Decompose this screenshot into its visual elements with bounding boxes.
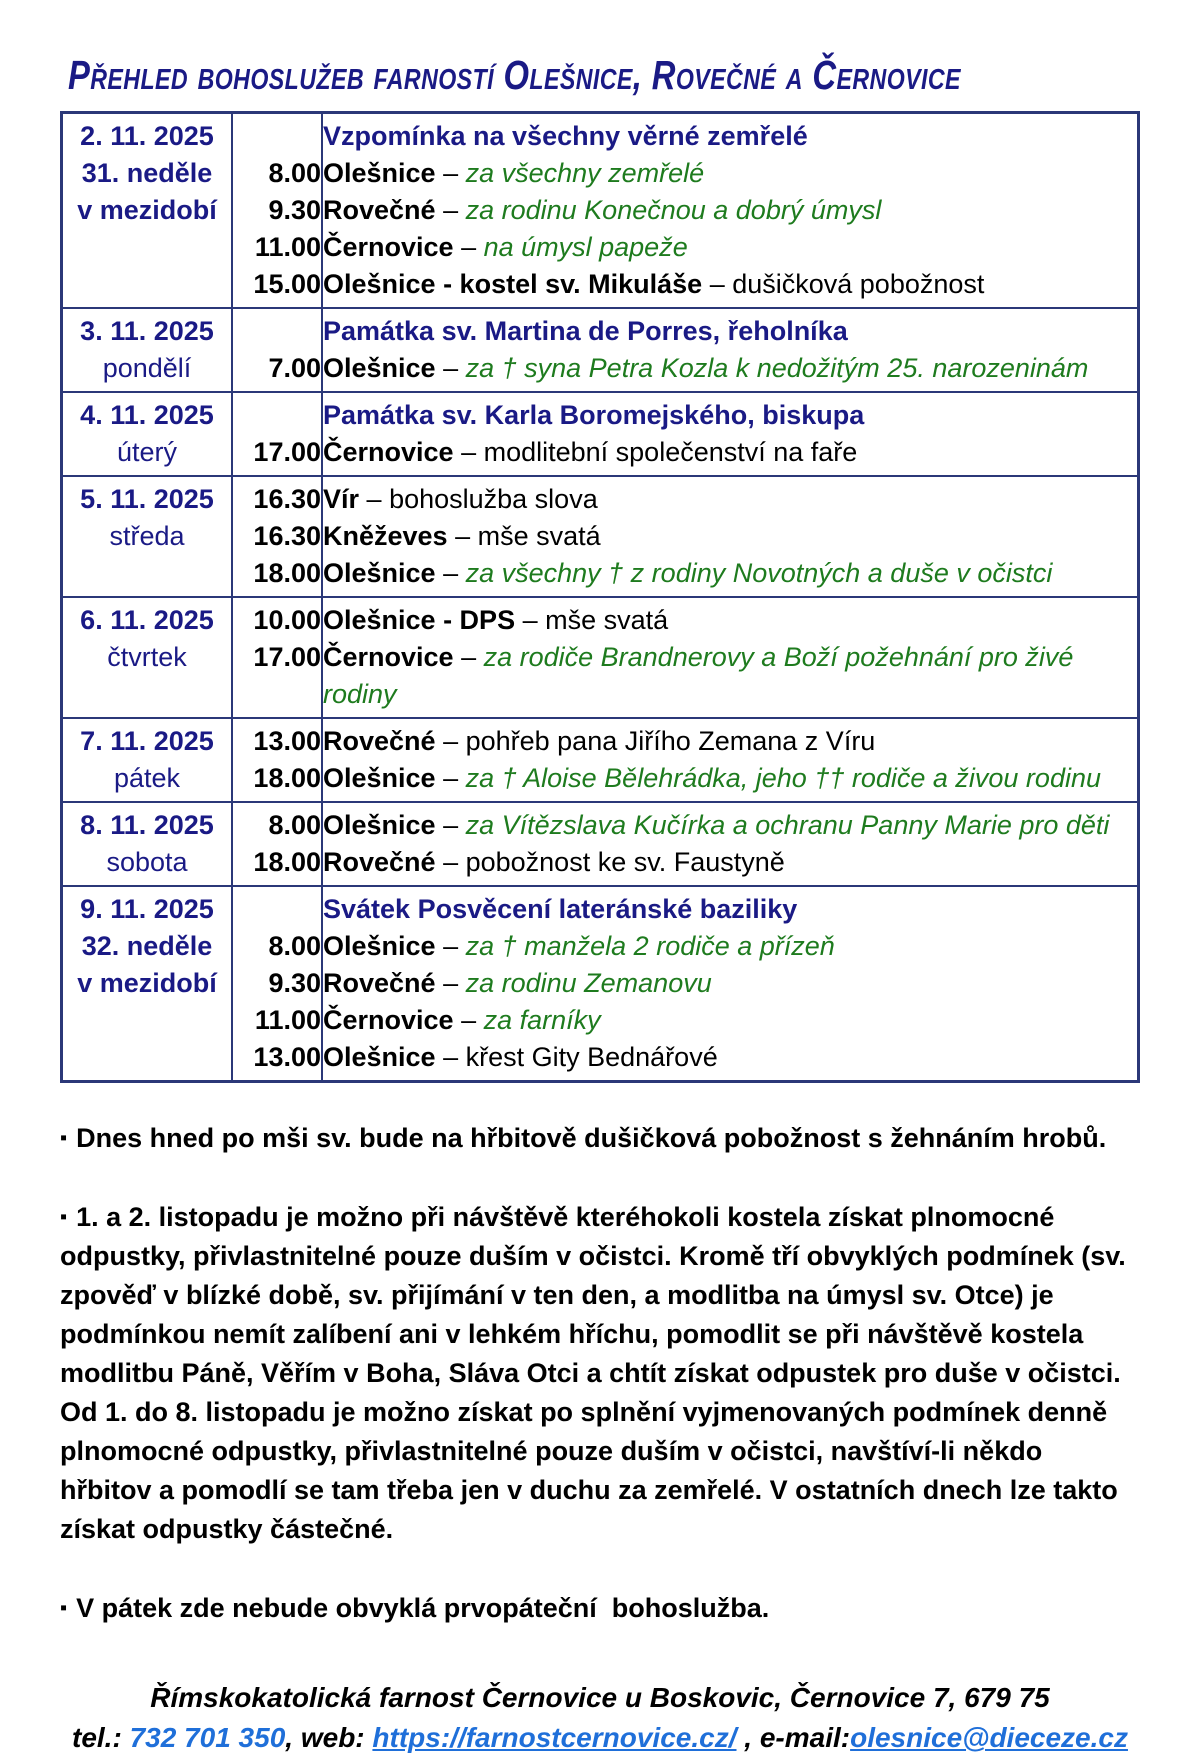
note-text: Dnes hned po mši sv. bude na hřbitově dušičková pobožnost s žehnáním hrobů. <box>76 1123 1107 1153</box>
note <box>60 1198 1138 1549</box>
mass-time: 7.00 <box>268 353 321 383</box>
date-label: 4. 11. 2025 <box>80 400 214 430</box>
mass-entry <box>323 434 1137 471</box>
dash-separator: – <box>359 484 390 514</box>
location: Olešnice <box>323 353 436 383</box>
intention: pohřeb pana Jiřího Zemana z Víru <box>465 726 876 756</box>
time-cell <box>232 476 322 597</box>
content-cell <box>322 718 1139 802</box>
weekday-label: úterý <box>116 437 178 467</box>
location: Olešnice <box>323 158 436 188</box>
intention: mše svatá <box>477 521 601 551</box>
date-cell <box>62 886 233 1082</box>
location: Olešnice - DPS <box>323 605 516 635</box>
mass-time: 16.30 <box>253 484 321 514</box>
dash-separator: – <box>435 810 466 840</box>
schedule-row <box>62 597 1139 718</box>
content-cell <box>322 476 1139 597</box>
intention: za Vítězslava Kučírka a ochranu Panny Marie pro děti <box>465 810 1110 840</box>
date-cell <box>62 597 233 718</box>
mass-entry <box>323 266 1137 303</box>
mass-entry <box>323 518 1137 555</box>
content-cell <box>322 802 1139 886</box>
mass-entry <box>323 723 1137 760</box>
mass-time: 15.00 <box>253 269 321 299</box>
dash-separator: – <box>435 158 466 188</box>
dash-separator: – <box>435 353 466 383</box>
date-label: 9. 11. 2025 <box>80 894 214 924</box>
location: Olešnice <box>323 931 436 961</box>
contact-text: tel.: <box>72 1722 130 1753</box>
contact-text: , web: <box>285 1722 373 1753</box>
dash-separator: – <box>435 968 466 998</box>
mass-time: 11.00 <box>254 232 321 262</box>
date-label: 32. neděle <box>81 931 213 961</box>
bullet-icon: ▪ <box>60 1206 68 1228</box>
mass-entry <box>323 602 1137 639</box>
page-title: Přehled bohoslužeb farností Olešnice, Rovečné a Černovice <box>68 52 961 98</box>
weekday-label: pondělí <box>102 353 192 383</box>
notes-section <box>60 1119 1138 1628</box>
date-cell <box>62 113 233 309</box>
content-cell <box>322 597 1139 718</box>
mass-time: 11.00 <box>254 1005 321 1035</box>
date-cell <box>62 392 233 476</box>
dash-separator: – <box>453 1005 484 1035</box>
contact-text: , e-mail: <box>736 1722 851 1753</box>
dash-separator: – <box>435 195 466 225</box>
time-cell <box>232 597 322 718</box>
note-text: V pátek zde nebude obvyklá prvopáteční bohoslužba. <box>76 1593 770 1623</box>
intention: bohoslužba slova <box>389 484 598 514</box>
intention: pobožnost ke sv. Faustyně <box>465 847 785 877</box>
location: Olešnice <box>323 763 436 793</box>
mass-time <box>233 118 321 155</box>
feast-title: Vzpomínka na všechny věrné zemřelé <box>323 121 808 151</box>
dash-separator: – <box>702 269 733 299</box>
schedule-row <box>62 308 1139 392</box>
location: Černovice <box>323 1005 454 1035</box>
dash-separator: – <box>453 437 484 467</box>
intention: za † syna Petra Kozla k nedožitým 25. narozeninám <box>465 353 1089 383</box>
location: Olešnice <box>323 558 436 588</box>
feast-title: Svátek Posvěcení lateránské baziliky <box>323 894 798 924</box>
date-label: 2. 11. 2025 <box>80 121 214 151</box>
date-cell <box>62 802 233 886</box>
bullet-icon: ▪ <box>60 1597 68 1619</box>
intention: na úmysl papeže <box>483 232 688 262</box>
schedule-row <box>62 886 1139 1082</box>
mass-entry <box>323 1039 1137 1076</box>
mass-time <box>233 397 321 434</box>
note <box>60 1589 1138 1628</box>
mass-entry <box>323 965 1137 1002</box>
date-cell <box>62 308 233 392</box>
location: Olešnice - kostel sv. Mikuláše <box>323 269 703 299</box>
date-label: 6. 11. 2025 <box>80 605 214 635</box>
time-cell <box>232 886 322 1082</box>
mass-time: 16.30 <box>253 521 321 551</box>
date-cell <box>62 718 233 802</box>
time-cell <box>232 113 322 309</box>
location: Olešnice <box>323 1042 436 1072</box>
email-link[interactable]: olesnice@dieceze.cz <box>850 1722 1128 1753</box>
schedule-row <box>62 476 1139 597</box>
dash-separator: – <box>435 1042 466 1072</box>
mass-entry <box>323 155 1137 192</box>
intention: za rodinu Konečnou a dobrý úmysl <box>465 195 882 225</box>
phone-number: 732 701 350 <box>129 1722 286 1753</box>
feast-title: Památka sv. Karla Boromejského, biskupa <box>323 400 865 430</box>
mass-time: 13.00 <box>253 1042 321 1072</box>
note <box>60 1119 1138 1158</box>
intention: za rodiče Brandnerovy a Boží požehnání pro živé rodiny <box>323 642 1074 709</box>
schedule-row <box>62 113 1139 309</box>
location: Černovice <box>323 437 454 467</box>
mass-time: 13.00 <box>253 726 321 756</box>
time-cell <box>232 392 322 476</box>
mass-entry <box>323 1002 1137 1039</box>
time-cell <box>232 718 322 802</box>
mass-entry <box>323 555 1137 592</box>
content-cell <box>322 113 1139 309</box>
date-label: 8. 11. 2025 <box>80 810 214 840</box>
dash-separator: – <box>435 726 466 756</box>
intention: za všechny zemřelé <box>465 158 705 188</box>
bullet-icon: ▪ <box>60 1127 68 1149</box>
dash-separator: – <box>453 642 484 672</box>
content-cell <box>322 392 1139 476</box>
location: Rovečné <box>323 847 436 877</box>
mass-time: 8.00 <box>268 158 321 188</box>
mass-time: 17.00 <box>253 437 321 467</box>
dash-separator: – <box>453 232 484 262</box>
mass-time: 9.30 <box>268 968 321 998</box>
time-cell <box>232 802 322 886</box>
weekday-label: středa <box>109 521 185 551</box>
footer-contact <box>60 1718 1140 1758</box>
mass-time: 18.00 <box>253 763 321 793</box>
mass-entry <box>323 481 1137 518</box>
schedule-row <box>62 718 1139 802</box>
date-label: v mezidobí <box>77 195 217 225</box>
mass-time: 18.00 <box>253 847 321 877</box>
mass-time: 10.00 <box>253 605 321 635</box>
mass-time: 8.00 <box>268 931 321 961</box>
mass-entry <box>323 639 1137 713</box>
date-label: 5. 11. 2025 <box>80 484 214 514</box>
mass-entry <box>323 760 1137 797</box>
intention: za rodinu Zemanovu <box>465 968 712 998</box>
weekday-label: čtvrtek <box>107 642 187 672</box>
mass-entry <box>323 229 1137 266</box>
date-label: 31. neděle <box>81 158 213 188</box>
web-link[interactable]: https://farnostcernovice.cz/ <box>372 1722 737 1753</box>
intention: modlitební společenství na faře <box>483 437 858 467</box>
mass-time: 18.00 <box>253 558 321 588</box>
dash-separator: – <box>435 763 466 793</box>
note-text: 1. a 2. listopadu je možno při návštěvě kteréhokoli kostela získat plnomocné odpustky, přivlastnitelné pouze duším v očistci. Kromě tří obvyklých podmínek (sv. zpověď v blízké době, sv. přijímání v ten den, a modlitba na úmysl sv. Otce) je podmínkou nemít zalíbení ani v lehkém hříchu, pomodlit se při návštěvě kostela modlitbu Páně, Věřím v Boha, Sláva Otci a chtít získat odpustek pro duše v očistci. Od 1. do 8. listopadu je možno získat po splnění vyjmenovaných podmínek denně plnomocné odpustky, přivlastnitelné pouze duším v očistci, navštíví-li někdo hřbitov a pomodlí se tam třeba jen v duchu za zemřelé. V ostatních dnech lze takto získat odpustky částečné. <box>60 1202 1134 1544</box>
dash-separator: – <box>435 558 466 588</box>
mass-entry <box>323 928 1137 965</box>
intention: za všechny † z rodiny Novotných a duše v očistci <box>465 558 1053 588</box>
date-label: v mezidobí <box>77 968 217 998</box>
location: Vír <box>323 484 360 514</box>
content-cell <box>322 308 1139 392</box>
footer-address: Římskokatolická farnost Černovice u Boskovic, Černovice 7, 679 75 <box>150 1682 1050 1713</box>
mass-entry <box>323 192 1137 229</box>
dash-separator: – <box>435 931 466 961</box>
location: Rovečné <box>323 726 436 756</box>
mass-entry <box>323 844 1137 881</box>
mass-time: 8.00 <box>268 810 321 840</box>
date-label: 7. 11. 2025 <box>80 726 214 756</box>
location: Černovice <box>323 232 454 262</box>
feast-title: Památka sv. Martina de Porres, řeholníka <box>323 316 848 346</box>
time-cell <box>232 308 322 392</box>
mass-time: 17.00 <box>253 642 321 672</box>
mass-time <box>233 891 321 928</box>
content-cell <box>322 886 1139 1082</box>
location: Kněževes <box>323 521 448 551</box>
mass-time: 9.30 <box>268 195 321 225</box>
intention: za † manžela 2 rodiče a přízeň <box>465 931 835 961</box>
schedule-row <box>62 802 1139 886</box>
date-label: 3. 11. 2025 <box>80 316 214 346</box>
intention: za † Aloise Bělehrádka, jeho †† rodiče a živou rodinu <box>465 763 1101 793</box>
dash-separator: – <box>447 521 478 551</box>
location: Černovice <box>323 642 454 672</box>
footer <box>60 1678 1140 1758</box>
weekday-label: pátek <box>113 763 181 793</box>
weekday-label: sobota <box>106 847 188 877</box>
intention: mše svatá <box>545 605 669 635</box>
location: Rovečné <box>323 968 436 998</box>
schedule-body <box>62 113 1139 1082</box>
date-cell <box>62 476 233 597</box>
dash-separator: – <box>435 847 466 877</box>
mass-entry <box>323 807 1137 844</box>
dash-separator: – <box>515 605 546 635</box>
location: Olešnice <box>323 810 436 840</box>
mass-entry <box>323 350 1137 387</box>
mass-time <box>233 313 321 350</box>
schedule-row <box>62 392 1139 476</box>
location: Rovečné <box>323 195 436 225</box>
intention: křest Gity Bednářové <box>465 1042 718 1072</box>
intention: dušičková pobožnost <box>732 269 985 299</box>
intention: za farníky <box>483 1005 601 1035</box>
schedule-table <box>60 111 1140 1083</box>
